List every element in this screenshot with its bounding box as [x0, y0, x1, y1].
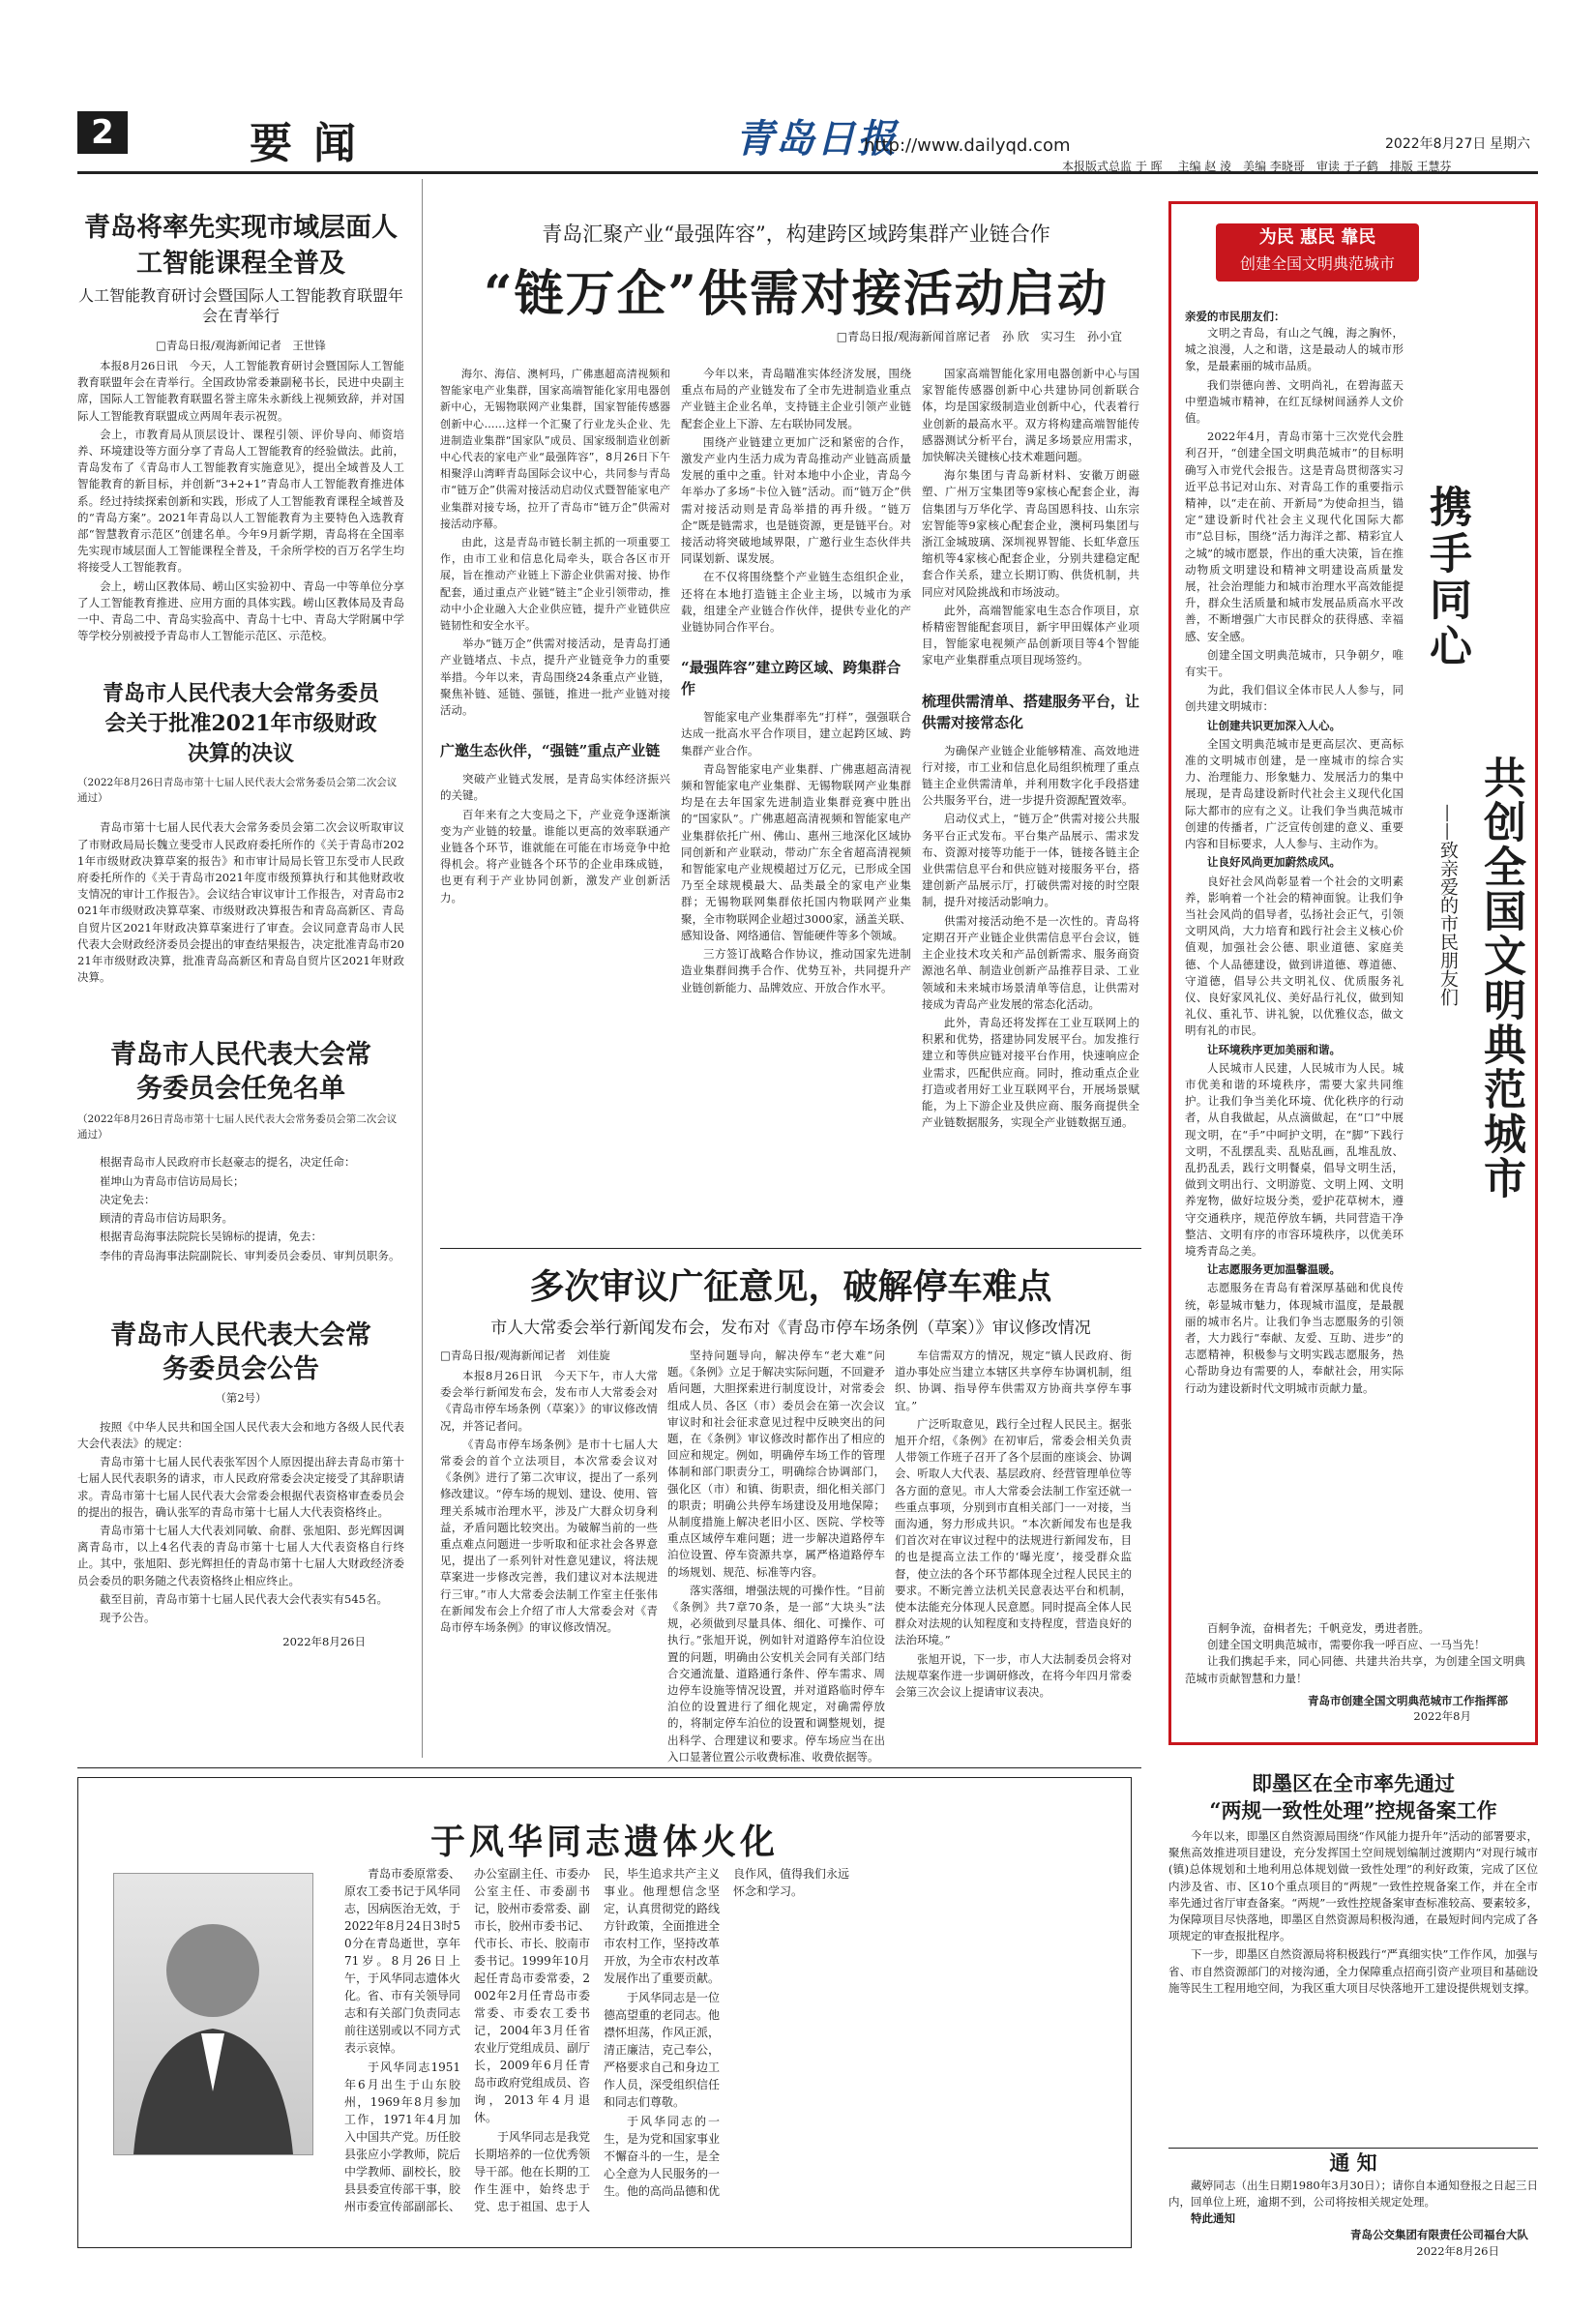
chain-paragraph: 此外，青岛还将发挥在工业互联网上的积累和优势，搭建协同发展平台。加发推行建立和等供应链对接平台作用，快速响应企业需求，匹配供应商。同时，推动重点企业打造或者用好工业互联网平台，开展场景赋能，为上下游企业及供应商、服务商提供全产业链数据服务，实现全产业链数据互通。 — [922, 1015, 1139, 1130]
chain-section-heading: 广邀生态伙伴，“强链”重点产业链 — [440, 742, 661, 760]
chain-section-heading: “最强阵容”建立跨区域、跨集群合作 — [681, 659, 901, 698]
parking-paragraph: 落实落细，增强法规的可操作性。“目前《条例》共7章70条，是一部“大块头”法规，必须做到尽量具体、细化、可操作、可执行。”张旭开说，例如针对道路停车泊位设置的问题，明确由公安机关会同有关部门结合交通流量、道路通行条件、停车需求、周边停车设施等情况设置，并对道路临时停车泊位的设置进行了细化规定，对确需停放的，将制定停车泊位的设置和调整规划，提出科学、合理建议和要求。停车场应当在出入口显著位置公示收费标准、收费依据等。 — [667, 1583, 885, 1764]
civil-heading: 让志愿服务更加温馨温暖。 — [1207, 1262, 1341, 1277]
chain-paragraph: 此外，高端智能家电生态合作项目，京桥精密智能配套项目，新宇甲田媒体产业项目，智能家电视频产品创新项目等4个智能家电产业集群重点项目现场签约。 — [922, 603, 1139, 667]
civil-big-title-1: 携手同心 — [1422, 485, 1471, 670]
parking-paragraph: 张旭开说，下一步，市人大法制委员会将对法规草案作进一步调研修改，在将今年四月常委会第三次会议上提请审议表决。 — [895, 1651, 1132, 1700]
chain-paragraph: 启动仪式上，“链万企”供需对接公共服务平台正式发布。平台集产品展示、需求发布、资源对接等功能于一体，链接各链主企业供需信息平台和供应链对接服务平台，搭建创新产品展示厅，打破供需对接的时空限制，提升对接活动影响力。 — [922, 812, 1139, 909]
civil-paragraph: 我们崇德向善、文明尚礼，在碧海蓝天中塑造城市精神，在红瓦绿树间涵养人文价值。 — [1185, 377, 1404, 426]
civil-vertical-subtitle: ——致亲爱的市民朋友们 — [1437, 804, 1459, 1006]
jimo-paragraph: 下一步，即墨区自然资源局将积极践行“严真细实快”工作作风，加强与省、市自然资源部门的对接沟通，全力保障重点招商引资产业项目和基础设施等民生工程用地空间，为我区重大项目尽快落地开工建设提供规划支撑。 — [1168, 1947, 1538, 1995]
notice-paragraph: 现予公告。 — [100, 1610, 156, 1624]
notice-date: 2022年8月26日 — [282, 1635, 366, 1649]
staff-credits: 本报版式总监 于 晖 主编 赵 淩 美编 李晓哥 审读 于子鹤 排版 王慧芬 — [1062, 160, 1452, 173]
tongzhi-date: 2022年8月26日 — [1416, 2244, 1499, 2259]
budget-title: 青岛市人民代表大会常务委员会关于批准2021年市级财政决算的决议 — [103, 681, 380, 767]
civil-paragraph: 让我们携起手来，同心同德、共建共治共享，为创建全国文明典范城市贡献智慧和力量！ — [1185, 1654, 1525, 1685]
masthead-logo: 青岛日报 — [735, 116, 898, 162]
tongzhi-closing: 特此通知 — [1191, 2211, 1235, 2226]
chain-title: “链万企”供需对接活动启动 — [484, 265, 1108, 323]
appoint-line: 李伟的青岛海事法院副院长、审判委员会委员、审判员职务。 — [100, 1248, 400, 1262]
civil-body — [1185, 309, 1404, 1399]
notice-number: （第2号） — [215, 1390, 267, 1405]
appoint-line: 根据青岛市人民政府市长赵豪志的提名，决定任命： — [100, 1155, 356, 1170]
chain-col2 — [681, 366, 911, 998]
parking-paragraph: 坚持问题导向，解决停车“老大难”问题。《条例》立足于解决实际问题，不回避矛盾问题，大胆探索进行制度设计，对常委会组成人员、各区（市）委员会在第一次会议审议时和社会征求意见过程中反映突出的问题，在《条例》审议修改时都作出了相应的回应和规定。例如，明确停车场工作的管理体制和部门职责分工，明确综合协调部门，强化区（市）和镇、街职责，细化相关部门的职责；明确公共停车场建设及用地保障；从制度措施上解决老旧小区、医院、学校等重点区域停车难问题；进一步解决道路停车泊位设置、停车资源共享，属严格道路停车的场规划、规范、标准等内容。 — [667, 1349, 885, 1579]
section-name: 要闻 — [250, 119, 377, 168]
jimo-section — [1168, 1770, 1538, 1999]
parking-col2 — [667, 1348, 885, 1767]
civil-heading: 让环境秩序更加美丽和谐。 — [1207, 1042, 1341, 1056]
civil-paragraph: 创建全国文明典范城市，需要你我一呼百应、一马当先！ — [1207, 1638, 1486, 1652]
chain-section-heading: 梳理供需清单、搭建服务平台，让供需对接常态化 — [922, 692, 1140, 731]
chain-paragraph: 海尔集团与青岛新材料、安徽万朗磁塑、广州万宝集团等9家核心配套企业，海信集团与万华化学、青岛国恩科技、山东宗宏智能等9家核心配套企业，澳柯玛集团与浙江金城玻璃、深圳视界智能、长虹华意压缩机等4家核心配套企业，分别共建稳定配套合作关系，建立长期订购、供货机制，共同应对风险挑战和市场波动。 — [922, 468, 1139, 599]
civil-paragraph: 良好社会风尚彰显着一个社会的文明素养，影响着一个社会的精神面貌。让我们争当社会风尚的倡导者，弘扬社会正气，引领文明风尚，大力培育和践行社会主义核心价值观，加强社会公德、职业道德、家庭美德、个人品德建设，做到讲道德、尊道德、守道德，倡导公共文明礼仪、优质服务礼仪、良好家风礼仪、美好品行礼仪，做到知礼仪、重礼节、讲礼貌，以优雅仪态，做文明有礼的市民。 — [1185, 874, 1404, 1038]
obit-paragraph: 于风华同志是一位德高望重的老同志。他襟怀坦荡，作风正派，清正廉洁，克己奉公，严格要求自己和身边工作人员，深受组织信任和同志们尊敬。 — [604, 1991, 721, 2109]
civil-body-bottom — [1185, 1620, 1525, 1724]
obit-paragraph: 于风华同志1951年6月出生于山东胶州，1969年8月参加工作，1971年4月加入中国共产党。历任胶县张应小学教师，院后中学教师、副校长，胶县县委宣传部干事，胶州市委宣传部副部长、办公室副主任、市委办公室主任、市委副书记，胶州市委常委、副市长，胶州市委书记、代市长、市长、胶南市委书记。1999年10月起任青岛市委常委，2002年2月任青岛市委常委、市委农工委书记，2004年3月任省农业厅党组成员、副厅长，2009年6月任青岛市政府党组成员、咨询，2013年4月退休。 — [344, 1867, 591, 2213]
civil-paragraph: 文明之青岛，有山之气魄，海之胸怀，城之浪漫，人之和谐，这是最动人的城市形象，是最素丽的城市品质。 — [1185, 326, 1404, 373]
chain-kicker: 青岛汇聚产业“最强阵容”，构建跨区域跨集群产业链合作 — [542, 222, 1050, 246]
appoint-line: 决定免去： — [100, 1192, 156, 1206]
tongzhi-paragraph: 藏婷同志（出生日期1980年3月30日）；请你自本通知登报之日起三日内，回单位上班，逾期不到，公司将按相关规定处理。 — [1168, 2179, 1538, 2209]
civil-paragraph: 全国文明典范城市是更高层次、更高标准的文明城市创建，是一座城市的综合实力、治理能力、形象魅力、发展活力的集中展现，是青岛建设新时代社会主义现代化国际大都市的应有之义。让我们争当典范城市创建的传播者，广泛宣传创建的意义、重要内容和目标要求，人人参与、主动作为。 — [1185, 736, 1404, 851]
jimo-title: 即墨区在全市率先通过 — [1252, 1771, 1455, 1795]
ai-paragraph: 会上，市教育局从顶层设计、课程引领、评价导向、师资培养、环境建设等方面分享了青岛人工智能教育的经验做法。此前，青岛发布了《青岛市人工智能教育实施意见》，提出全域普及人工智能教育的新目标，并创新“3+2+1”青岛市人工智能教育推进体系。经过持续探索创新和实践，形成了人工智能教育课程全域普及的“青岛方案”。2021年青岛以人工智能教育为主要特色入选教育部“智慧教育示范区”创建名单。今年9月新学期，青岛将在全国率先实现市域层面人工智能课程全普及，千余所学校的百万名学生均将接受人工智能教育。 — [77, 427, 404, 575]
chain-col3 — [922, 366, 1139, 1133]
civil-paragraph: 百舸争流，奋楫者先；千帆竞发，勇进者胜。 — [1207, 1621, 1430, 1635]
chain-paragraph: 百年来有之大变局之下，产业竞争逐渐演变为产业链的较量。谁能以更高的效率联通产业链各个环节，谁就能在可能在市场竞争中抢得机会。将产业链各个环节的企业串珠成链，也更有利于产业协同创新，激发产业创新活力。 — [440, 807, 670, 904]
obit-box — [77, 1777, 1132, 2248]
civil-paragraph: 创建全国文明典范城市，只争朝夕，唯有实干。 — [1185, 647, 1404, 679]
chain-byline: □青岛日报/观海新闻首席记者 孙 欣 实习生 孙小宜 — [836, 330, 1122, 343]
civil-big-title-2: 共创全国文明典范城市 — [1476, 756, 1525, 1201]
chain-lead-box — [440, 366, 670, 908]
appoint-line: 顾清的青岛市信访局职务。 — [100, 1211, 233, 1226]
parking-paragraph: 车信需双方的情况，规定“镇人民政府、街道办事处应当建立本辖区共享停车协调机制，组织、协调、指导停车供需双方协商共享停车事宜。” — [895, 1349, 1132, 1412]
parking-paragraph: 广泛听取意见，践行全过程人民民主。据张旭开介绍，《条例》在初审后，常委会相关负责人带领工作班子召开了各个层面的座谈会、协调会、听取人大代表、基层政府、经营管理单位等各方面的意见。市人大常委会法制工作室还就一些重点事项，分别到市直相关部门一一对接，当面沟通，努力形成共识。“本次新闻发布也是我们首次对在审议过程中的法规进行新闻发布，目的也是提高立法工作的‘曝光度’，接受群众监督，使立法的各个环节都体现全过程人民民主的要求。不断完善立法机关民意表达平台和机制，使本法能充分体现人民意愿。同时提高全体人民群众对法规的认知程度和支持程度，营造良好的法治环境。” — [895, 1416, 1132, 1647]
tongzhi-signature: 青岛公交集团有限责任公司福台大队 — [1350, 2228, 1528, 2242]
parking-title: 多次审议广征意见，破解停车难点 — [529, 1266, 1052, 1307]
ai-paragraph: 本报8月26日讯 今天，人工智能教育研讨会暨国际人工智能教育联盟年会在青举行。全国政协常委兼副秘书长，民进中央副主席，国际人工智能教育联盟名誉主席朱永新线上视频致辞，并对国际人工智能教育联盟成立两周年表示祝贺。 — [77, 359, 404, 423]
notice-paragraph: 青岛市第十七届人大代表刘同敏、俞群、张旭阳、彭光辉因调离青岛市，以上4名代表的青岛市第十七届人大代表资格自行终止。其中，张旭阳、彭光辉担任的青岛市第十七届人大财政经济委员会委员的职务随之代表资格终止相应终止。 — [77, 1523, 404, 1587]
civil-badge-line1: 为民 惠民 靠民 — [1258, 227, 1376, 248]
chain-paragraph: 在不仅将围绕整个产业链生态组织企业，还将在本地打造链主企业主场，以城市为承载，组建全产业链合作伙伴，提供专业化的产业链协同合作平台。 — [681, 570, 911, 635]
chain-paragraph: 突破产业链式发展，是青岛实体经济振兴的关键。 — [440, 772, 670, 803]
parking-paragraph: 《青岛市停车场条例》是市十七届人大常委会的首个立法项目，本次常委会议对《条例》进行了第二次审议，提出了一系列修改建议。“停车场的规划、建设、使用、管理关系城市治理水平，涉及广大群众切身利益，矛盾问题比较突出。为破解当前的一些重点难点问题进一步听取和征求社会各界意见，提出了一系列针对性意见建议，将法规草案进一步修改完善，我们建议对本法规进行三审。”市人大常委会法制工作室主任张伟在新闻发布会上介绍了市人大常委会对《青岛市停车场条例》的审议修改情况。 — [440, 1437, 658, 1635]
chain-paragraph: 供需对接活动绝不是一次性的。青岛将定期召开产业链企业供需信息平台会议，链主企业技术攻关和产品创新需求、服务商资源池名单、制造业创新产品推荐目录、工业领域和未来城市场景清单等信息，让供需对接成为青岛产业发展的常态化活动。 — [922, 913, 1139, 1011]
civil-badge — [1216, 223, 1419, 282]
notice-paragraph: 青岛市第十七届人民代表张军因个人原因提出辞去青岛市第十七届人民代表职务的请求，市人民政府常委会决定接受了其辞职请求。青岛市第十七届人民代表大会常委会根据代表资格审查委员会的提出的报告，确认张军的青岛市第十七届人大代表资格终止。 — [77, 1455, 404, 1519]
notice-title: 青岛市人民代表大会常务委员会公告 — [110, 1320, 371, 1384]
portrait-photo-icon — [114, 1874, 312, 2154]
page-number-badge: 2 — [77, 111, 128, 154]
jimo-paragraph: 今年以来，即墨区自然资源局围绕“作风能力提升年”活动的部署要求，聚焦高效推进项目建设，充分发挥国土空间规划编制过渡期内“对现行城市(镇)总体规划和土地利用总体规划做一致性处理”的利好政策，完成了区位内涉及省、市、区10个重点项目的“两规”一致性控规备案工作，并在全市率先通过省厅审查备案。“两规”一致性控规备案审查标准较高、要素较多，为保障项目尽快落地，即墨区自然资源局积极沟通，在最短时间内完成了各项规定的审查报批程序。 — [1168, 1829, 1538, 1943]
appoint-line: 根据青岛海事法院院长吴锦标的提请，免去： — [100, 1230, 322, 1244]
chain-paragraph: 国家高端智能化家用电器创新中心与国家智能传感器创新中心共建协同创新联合体，均是国家级制造业创新中心，代表着行业创新的最高水平。双方将构建高端智能传感器测试分析平台，满足多场景应用需求，加快解决关键核心技术难题问题。 — [922, 367, 1139, 464]
civil-badge-line2: 创建全国文明典范城市 — [1239, 254, 1395, 273]
bottom-rule — [77, 1767, 1141, 1768]
parking-col1 — [440, 1348, 658, 1638]
civil-heading: 让良好风尚更加蔚然成风。 — [1207, 855, 1341, 870]
civil-date: 2022年8月 — [1413, 1708, 1471, 1723]
obit-paragraph: 青岛市委原常委、原农工委书记于风华同志，因病医治无效，于2022年8月24日3时50分在青岛逝世，享年71岁。8月26日上午，于风华同志遗体火化。省、市有关领导同志和有关部门负责同志前往送别或以不同方式表示哀悼。 — [344, 1867, 461, 2055]
ai-title: 青岛将率先实现市域层面人工智能课程全普及 — [84, 213, 398, 279]
parking-byline: □青岛日报/观海新闻记者 刘佳旋 — [440, 1349, 610, 1362]
chain-paragraph: 智能家电产业集群率先“打样”，强强联合达成一批高水平合作项目，建立起跨区域、跨集群产业合作。 — [681, 710, 911, 757]
parking-subtitle: 市人大常委会举行新闻发布会，发布对《青岛市停车场条例（草案）》审议修改情况 — [490, 1319, 1091, 1338]
appoint-line: 崔坤山为青岛市信访局局长； — [100, 1173, 245, 1188]
parking-paragraph: 本报8月26日讯 今天下午，市人大常委会举行新闻发布会，发布市人大常委会对《青岛市停车场条例（草案）》的审议修改情况，并答记者问。 — [440, 1369, 658, 1433]
site-url[interactable]: http://www.dailyqd.com — [864, 135, 1071, 156]
ai-paragraph: 会上，崂山区教体局、崂山区实验初中、青岛一中等单位分享了人工智能教育推进、应用方面的具体实践。崂山区教体局及青岛一中、青岛二中、青岛实验高中、青岛十七中、青岛大学附属中学等学校分别被授予青岛市人工智能示范区、示范校。 — [77, 578, 404, 643]
chain-paragraph: 围绕产业链建立更加广泛和紧密的合作，激发产业内生活力成为青岛推动产业链高质量发展的重中之重。针对本地中小企业，青岛今年举办了多场“卡位入链”活动。而“链万企”供需对接活动则是青岛举措的再升级。“链万企”既是链需求，也是链资源，更是链平台。对接活动将突破地域界限，广邀行业生态伙伴共同谋划新、谋发展。 — [681, 434, 911, 566]
civil-signature: 青岛市创建全国文明典范城市工作指挥部 — [1308, 1693, 1508, 1707]
obit-text — [344, 1865, 1108, 2225]
jimo-title: “两规一致性处理”控规备案工作 — [1209, 1798, 1497, 1823]
civil-box — [1168, 201, 1538, 1745]
civil-paragraph: 2022年4月，青岛市第十三次党代会胜利召开，“创建全国文明典范城市”的目标明确写入市党代会报告。这是青岛贯彻落实习近平总书记对山东、对青岛工作的重要指示精神，以“走在前、开新局”为使命担当，锚定“建设新时代社会主义现代化国际大都市”总目标，围绕“活力海洋之都、精彩宜人之城”的城市愿景，作出的重大决策，旨在推动物质文明建设和精神文明建设高质量发展，社会治理能力和城市治理水平高效能提升，群众生活质量和城市发展品质高水平改善，不断增强广大市民群众的获得感、幸福感、安全感。 — [1185, 430, 1404, 643]
header-rule — [77, 171, 1538, 174]
chain-paragraph: 举办“链万企”供需对接活动，是青岛打通产业链堵点、卡点，提升产业链竞争力的重要举措。今年以来，青岛围绕24条重点产业链，聚焦补链、延链、强链，推进一批产业链对接活动。 — [440, 637, 670, 718]
obit-title: 于风华同志遗体火化 — [429, 1822, 779, 1862]
issue-weekday: 星期六 — [1490, 136, 1530, 152]
appoint-title: 青岛市人民代表大会常务委员会任免名单 — [110, 1040, 371, 1105]
notice-paragraph: 按照《中华人民共和国全国人民代表大会和地方各级人民代表大会代表法》的规定： — [77, 1419, 404, 1450]
section-rule — [440, 1248, 1141, 1249]
budget-note: （2022年8月26日青岛市第十七届人民代表大会常务委员会第二次会议通过） — [77, 777, 398, 805]
civil-heading: 让创建共识更加深入人心。 — [1207, 718, 1341, 732]
obit-portrait — [113, 1873, 313, 2155]
tongzhi-box — [1168, 2148, 1538, 2259]
chain-paragraph: 今年以来，青岛瞄准实体经济发展，围绕重点布局的产业链发布了全市先进制造业重点产业链主企业名单，支持链主企业引领产业链配套企业上下游、左右联协同发展。 — [681, 367, 911, 430]
parking-col3 — [895, 1348, 1132, 1703]
ai-subtitle: 人工智能教育研讨会暨国际人工智能教育联盟年会在青举行 — [77, 286, 403, 325]
civil-paragraph: 人民城市人民建，人民城市为人民。城市优美和谐的环境秩序，需要大家共同维护。让我们争当美化环境、优化秩序的行动者，从自我做起，从点滴做起，在“口”中展现文明，在“手”中呵护文明，在“脚”下践行文明，不乱摆乱卖、乱贴乱画，乱堆乱放、乱扔乱丢，践行文明餐桌，倡导文明生活，做到文明出行、文明游览、文明上网、文明养宠物，做好垃圾分类，爱护花草树木，遵守交通秩序，规范停放车辆，共同营造干净整洁、文明有序的市容环境秩序，以优美环境秀青岛之美。 — [1185, 1060, 1404, 1258]
obit-paragraph: 于风华同志的一生，是为党和国家事业不懈奋斗的一生，是全心全意为人民服务的一生。他的高尚品德和优良作风，值得我们永远怀念和学习。 — [604, 1867, 850, 2198]
column-divider — [422, 179, 423, 1758]
issue-date: 2022年8月27日 — [1385, 136, 1487, 152]
chain-lead: 由此，这是青岛市链长制主抓的一项重要工作，由市工业和信息化局牵头，联合各区市开展，旨在推动产业链上下游企业供需对接、协作配套，通过重点产业链“链主”企业引领带动，推动中小企业融入大企业供应链，提升产业链供应链韧性和安全水平。 — [440, 536, 670, 633]
chain-paragraph: 三方签订战略合作协议，推动国家先进制造业集群间携手合作、优势互补，共同提升产业链创新能力、品牌效应、开放合作水平。 — [681, 947, 911, 994]
ai-byline: □青岛日报/观海新闻记者 王世锋 — [156, 339, 326, 352]
chain-paragraph: 为确保产业链企业能够精准、高效地进行对接，市工业和信息化局组织梳理了重点链主企业供需清单，并利用数字化手段搭建公共服务平台，进一步提升资源配置效率。 — [922, 743, 1139, 808]
chain-paragraph: 青岛智能家电产业集群、广佛惠超高清视频和智能家电产业集群、无锡物联网产业集群均是在去年国家先进制造业集群竞赛中胜出的“国家队”。广佛惠超高清视频和智能家电产业集群依托广州、佛山、惠州三地深化区域协同创新和产业联动，带动广东全省超高清视频和智能家电产业规模超过万亿元，已形成全国乃至全球规模最大、品类最全的家电产业集群；无锡物联网集群依托国内物联网产业集聚，全市物联网企业超过3000家，涵盖关联、感知设备、网络通信、智能硬件等多个领域。 — [681, 761, 911, 942]
obit-paragraph: 于风华同志是我党长期培养的一位优秀领导干部。他在长期的工作生涯中，始终忠于党、忠于祖国、忠于人民，毕生追求共产主义事业。他理想信念坚定，认真贯彻党的路线方针政策，全面推进全市农村工作，坚持改革开放，为全市农村改革发展作出了重要贡献。 — [474, 1867, 721, 2213]
left-column — [77, 179, 404, 1649]
tongzhi-title: 通 知 — [1329, 2150, 1377, 2175]
chain-lead: 海尔、海信、澳柯玛，广佛惠超高清视频和智能家电产业集群，国家高端智能化家用电器创新中心，无锡物联网产业集群，国家智能传感器创新中心……这样一个汇聚了行业龙头企业、先进制造业集群“国家队”成员、国家级制造业创新中心代表的家电产业“最强阵容”，8月26日下午相聚浮山湾畔青岛国际会议中心，共同参与青岛市“链万企”供需对接活动启动仪式暨智能家电产业集群对接专场，拉开了青岛市“链万企”供需对接活动序幕。 — [440, 368, 670, 530]
appoint-note: （2022年8月26日青岛市第十七届人民代表大会常务委员会第二次会议通过） — [77, 1113, 398, 1142]
budget-paragraph: 青岛市第十七届人民代表大会常务委员会第二次会议听取审议了市财政局局长魏立斐受市人民政府委托所作的《关于青岛市2021年市级财政决算草案的报告》和市审计局局长管卫东受市人民政府委托所作的《关于青岛市2021年度市级预算执行和其他财政收支情况的审计工作报告》。会议结合审议审计工作报告，对青岛市2021年市级财政决算草案、市级财政决算报告和青岛高新区、青岛自贸片区2021年财政决算草案进行了审查。会议同意青岛市人民代表大会财政经济委员会提出的审查结果报告，决定批准青岛市2021年市级财政决算，批准青岛高新区和青岛自贸片区2021年财政决算。 — [77, 820, 404, 985]
civil-paragraph: 为此，我们倡议全体市民人人参与，同创共建文明城市： — [1185, 683, 1404, 714]
civil-paragraph: 志愿服务在青岛有着深厚基础和优良传统，彰显城市魅力，体现城市温度，是最靓丽的城市名片。让我们争当志愿服务的引领者，大力践行“奉献、友爱、互助、进步”的志愿精神，积极参与文明实践志愿服务，热心帮助身边有需要的人，奉献社会，用实际行动为建设新时代文明城市贡献力量。 — [1185, 1281, 1404, 1395]
notice-paragraph: 截至目前，青岛市第十七届人民代表大会代表实有545名。 — [100, 1591, 388, 1606]
civil-salute: 亲爱的市民朋友们： — [1185, 310, 1286, 323]
